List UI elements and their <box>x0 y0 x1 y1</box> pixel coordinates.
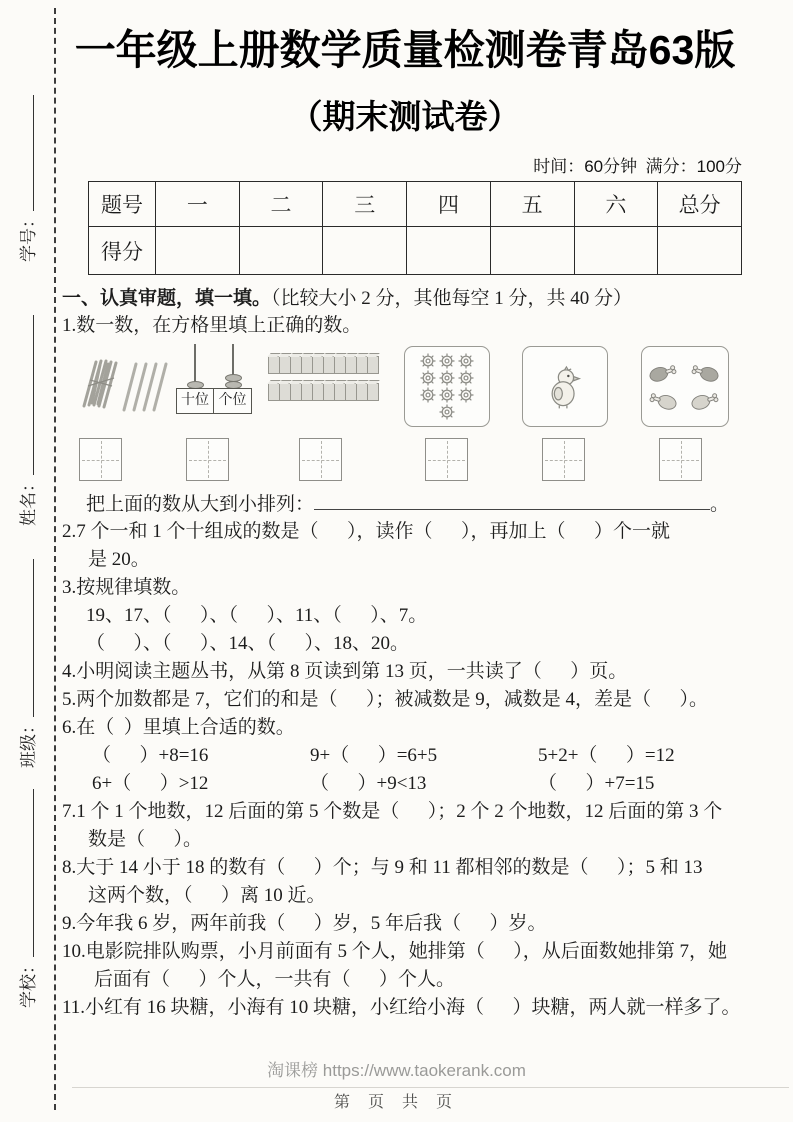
question-1-answer-grids <box>62 438 748 488</box>
equation: （ ）+8=16 <box>92 745 209 767</box>
score-table-header-cell: 一 <box>156 182 240 227</box>
gear-icon <box>420 370 436 386</box>
question-5: 5.两个加数都是 7，它们的和是（ ）；被减数是 9，减数是 4，差是（ ）。 <box>62 689 709 711</box>
gear-icon <box>439 353 455 369</box>
question-6-equations-row2 <box>62 770 748 798</box>
equation: 9+（ ）=6+5 <box>310 745 438 767</box>
equation: （ ）+7=15 <box>538 773 655 795</box>
answer-grid-box <box>659 438 702 481</box>
score-empty-cell <box>239 227 323 275</box>
score-table-header-cell: 三 <box>323 182 407 227</box>
drumstick-icon <box>646 360 680 386</box>
score-table-header-cell: 二 <box>239 182 323 227</box>
question-8-line2: 这两个数，（ ）离 10 近。 <box>88 885 326 907</box>
time-and-score-info: 时间：60分钟 满分：100分 <box>533 157 742 177</box>
gear-icon <box>458 353 474 369</box>
question-2-line1: 2.7 个一和 1 个十组成的数是（ ），读作（ ），再加上（ ）个一就 <box>62 521 671 543</box>
score-empty-cell <box>490 227 574 275</box>
question-3-sequence1: 19、17、（ ）、（ ）、11、（ ）、7。 <box>86 605 428 627</box>
score-table-header-cell: 四 <box>407 182 491 227</box>
page-number-line: 第 页 共 页 <box>333 1094 459 1111</box>
score-empty-cell <box>658 227 742 275</box>
score-row-label: 得分 <box>89 227 156 275</box>
equation: 6+（ ）>12 <box>92 773 209 795</box>
chick-icon <box>545 365 585 409</box>
score-table-header-row <box>89 182 742 227</box>
sticks-image <box>74 352 180 427</box>
question-2-line2: 是 20。 <box>88 549 150 571</box>
score-empty-cell <box>407 227 491 275</box>
question-1: 1.数一数，在方格里填上正确的数。 <box>62 315 362 337</box>
tens-place-label: 十位 <box>176 388 214 414</box>
answer-grid-box <box>79 438 122 481</box>
question-10-line1: 10.电影院排队购票，小月前面有 5 个人，她排第（ ），从后面数她排第 7，她 <box>62 941 728 963</box>
watermark-site-text: 淘课榜 https://www.taokerank.com <box>267 1061 526 1080</box>
drumsticks-box <box>641 346 729 427</box>
score-table-header-cell: 五 <box>490 182 574 227</box>
answer-grid-box <box>542 438 585 481</box>
section-one-title: 一、认真审题，填一填。 <box>62 288 272 310</box>
score-empty-cell <box>574 227 658 275</box>
name-field <box>14 315 39 526</box>
sort-answer-blank <box>314 494 710 510</box>
score-table-header-cell: 题号 <box>89 182 156 227</box>
score-empty-cell <box>156 227 240 275</box>
drumstick-icon <box>688 388 722 414</box>
question-11: 11.小红有 16 块糖，小海有 10 块糖，小红给小海（ ）块糖，两人就一样多了。 <box>62 997 741 1019</box>
section-one-heading <box>62 285 748 312</box>
cube-row <box>268 383 380 401</box>
name-blank-line <box>19 315 34 475</box>
drumstick-icon <box>646 388 680 414</box>
footer-rule <box>72 1087 789 1088</box>
cubes-image <box>268 356 380 410</box>
school-blank-line <box>19 789 34 957</box>
score-table-score-row <box>89 227 742 275</box>
gear-icon <box>420 387 436 403</box>
paper-subtitle: （期末测试卷） <box>289 98 521 136</box>
sort-period: 。 <box>710 494 730 516</box>
question-1-sort-line <box>62 492 748 518</box>
gear-icon <box>439 370 455 386</box>
class-label: 班级： <box>19 717 38 768</box>
score-table-header-cell: 总分 <box>658 182 742 227</box>
abacus-image <box>174 344 262 418</box>
question-8-line1: 8.大于 14 小于 18 的数有（ ）个；与 9 和 11 都相邻的数是（ ）；5 和 13 <box>62 857 703 879</box>
student-id-field <box>14 95 39 262</box>
place-value-boxes <box>176 388 252 414</box>
name-label: 姓名： <box>19 475 38 526</box>
class-field <box>14 559 39 768</box>
question-10-line2: 后面有（ ）个人，一共有（ ）个人。 <box>94 969 456 991</box>
margin-dashed-cutline <box>54 8 56 1110</box>
ones-place-label: 个位 <box>214 388 252 414</box>
question-6-equations-row1 <box>62 742 748 770</box>
paper-title: 一年级上册数学质量检测卷青岛63版 <box>74 27 736 73</box>
gear-icon <box>420 353 436 369</box>
gear-icon <box>458 387 474 403</box>
gears-box <box>404 346 490 427</box>
question-7-line1: 7.1 个 1 个地数，12 后面的第 5 个数是（ ）；2 个 2 个地数，12 后面的第 3 个 <box>62 801 723 823</box>
school-field <box>14 789 39 1008</box>
question-3: 3.按规律填数。 <box>62 577 191 599</box>
equation: （ ）+9<13 <box>310 773 427 795</box>
gear-icon <box>458 370 474 386</box>
question-1-figures <box>62 344 748 432</box>
answer-grid-box <box>425 438 468 481</box>
question-7-line2: 数是（ ）。 <box>88 829 203 851</box>
equation: 5+2+（ ）=12 <box>538 745 675 767</box>
sort-prompt: 把上面的数从大到小排列： <box>86 494 315 516</box>
question-3-sequence2: （ ）、（ ）、14、（ ）、18、20。 <box>86 633 410 655</box>
drumstick-icon <box>688 360 722 386</box>
class-blank-line <box>19 559 34 717</box>
chick-box <box>522 346 608 427</box>
school-label: 学校： <box>19 957 38 1008</box>
score-table-header-cell: 六 <box>574 182 658 227</box>
score-empty-cell <box>323 227 407 275</box>
question-7 <box>62 798 748 854</box>
question-9: 9.今年我 6 岁，两年前我（ ）岁，5 年后我（ ）岁。 <box>62 913 547 935</box>
answer-grid-box <box>186 438 229 481</box>
student-id-blank-line <box>19 95 34 211</box>
section-one-note: （比较大小 2 分，其他每空 1 分，共 40 分） <box>271 288 633 310</box>
question-8 <box>62 854 748 910</box>
question-2 <box>62 518 748 574</box>
cube-row <box>268 356 380 374</box>
answer-grid-box <box>299 438 342 481</box>
gear-icon <box>439 387 455 403</box>
question-10 <box>62 938 748 994</box>
student-id-label: 学号： <box>19 211 38 262</box>
question-4: 4.小明阅读主题丛书，从第 8 页读到第 13 页，一共读了（ ）页。 <box>62 661 628 683</box>
gear-icon <box>439 404 455 420</box>
score-table <box>88 181 742 275</box>
question-6: 6.在（ ）里填上合适的数。 <box>62 717 295 739</box>
